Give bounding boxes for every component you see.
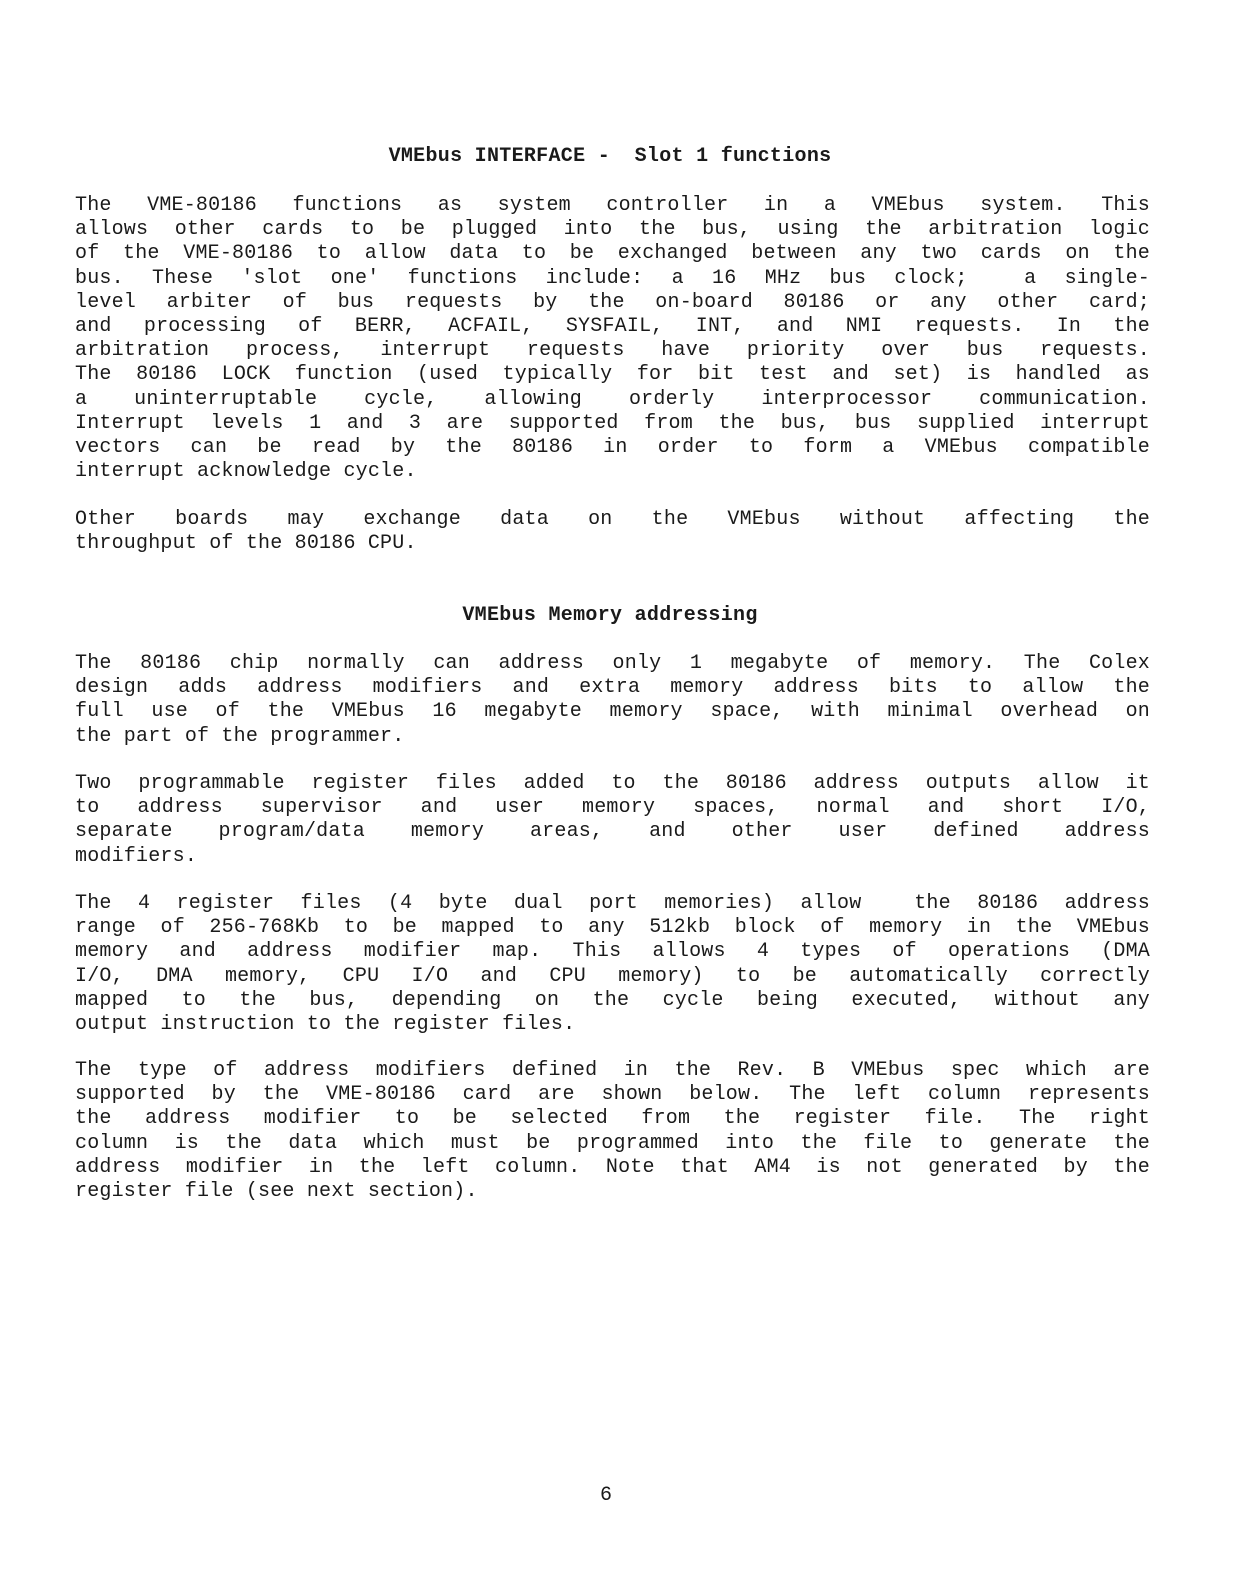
paragraph-system-controller [75,194,1150,484]
paragraph-address-modifiers [75,1059,1150,1204]
text-line: a uninterruptable cycle, allowing orderly interprocessor communication. [75,387,1150,411]
text-line: output instruction to the register files. [75,1012,576,1036]
text-line: mapped to the bus, depending on the cycle being executed, without any [75,988,1150,1012]
text-line: level arbiter of bus requests by the on-board 80186 or any other card; [75,290,1150,314]
text-line: modifiers. [75,844,198,868]
text-line: The 80186 LOCK function (used typically for bit test and set) is handled as [75,363,1150,387]
text-line: of the VME-80186 to allow data to be exchanged between any two cards on the [75,242,1150,266]
text-line: I/O, DMA memory, CPU I/O and CPU memory) to be automatically correctly [75,964,1150,988]
text-line: interrupt acknowledge cycle. [75,460,417,484]
text-line: Two programmable register files added to the 80186 address outputs allow it [75,772,1150,795]
text-line: to address supervisor and user memory spaces, normal and short I/O, [75,796,1150,820]
paragraph-four-register-files [75,892,1150,1037]
text-line: Interrupt levels 1 and 3 are supported from the bus, bus supplied interrupt [75,411,1150,435]
text-line: memory and address modifier map. This allows 4 types of operations (DMA [75,940,1150,964]
text-line: arbitration process, interrupt requests have priority over bus requests. [75,339,1150,363]
text-line: the part of the programmer. [75,724,405,748]
text-line: allows other cards to be plugged into the bus, using the arbitration logic [75,218,1150,242]
text-line: register file (see next section). [75,1179,478,1203]
text-line: The 4 register files (4 byte dual port memories) allow the 80186 address [75,892,1150,915]
text-line: throughput of the 80186 CPU. [75,532,417,556]
section-heading-memory-addressing: VMEbus Memory addressing [462,604,758,627]
text-line: range of 256-768Kb to be mapped to any 512kb block of memory in the VMEbus [75,916,1150,940]
text-line: supported by the VME-80186 card are shown below. The left column represents [75,1083,1150,1107]
text-line: The 80186 chip normally can address only 1 megabyte of memory. The Colex [75,652,1150,675]
text-line: vectors can be read by the 80186 in order to form a VMEbus compatible [75,435,1150,459]
text-line: The type of address modifiers defined in the Rev. B VMEbus spec which are [75,1059,1150,1082]
text-line: bus. These 'slot one' functions include: a 16 MHz bus clock; a single- [75,266,1150,290]
text-line: The VME-80186 functions as system controller in a VMEbus system. This [75,194,1150,217]
text-line: full use of the VMEbus 16 megabyte memory space, with minimal overhead on [75,700,1150,724]
text-line: and processing of BERR, ACFAIL, SYSFAIL, INT, and NMI requests. In the [75,314,1150,338]
text-line: address modifier in the left column. Note that AM4 is not generated by the [75,1155,1150,1179]
text-line: column is the data which must be programmed into the file to generate the [75,1131,1150,1155]
text-line: the address modifier to be selected from the register file. The right [75,1107,1150,1131]
text-line: Other boards may exchange data on the VMEbus without affecting the [75,508,1150,531]
paragraph-other-boards [75,508,1150,556]
section-heading-vmebus-interface: VMEbus INTERFACE - Slot 1 functions [388,145,832,168]
paragraph-address-range [75,652,1150,749]
page-number: 6 [599,1484,612,1507]
paragraph-register-files [75,772,1150,869]
text-line: design adds address modifiers and extra memory address bits to allow the [75,676,1150,700]
text-line: separate program/data memory areas, and other user defined address [75,820,1150,844]
